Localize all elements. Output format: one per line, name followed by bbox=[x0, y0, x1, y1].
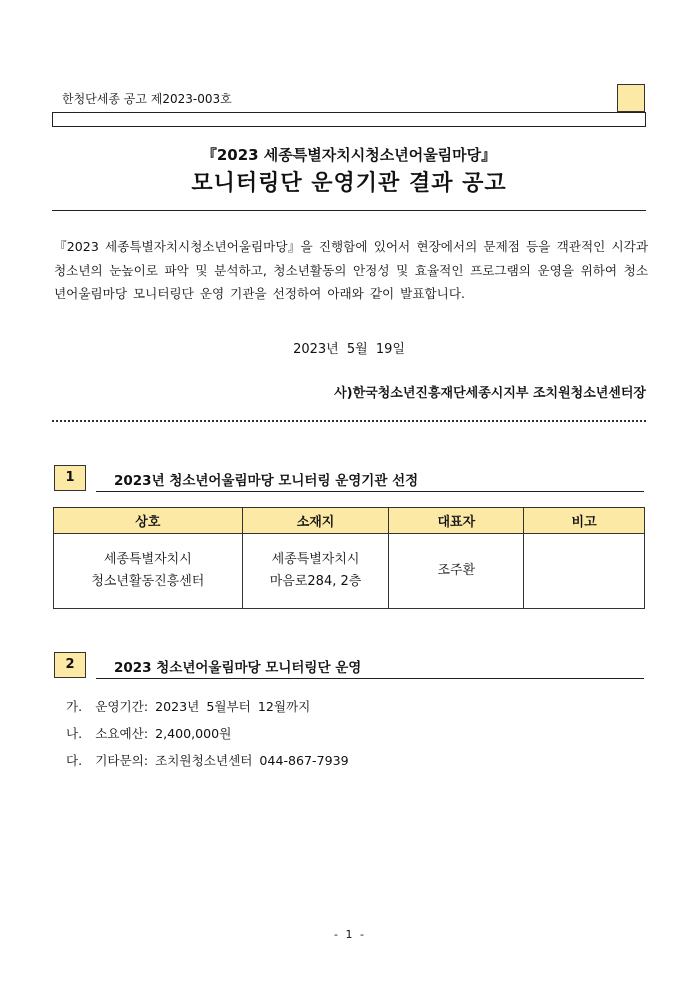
section-2-underline bbox=[96, 678, 644, 679]
address-line-2: 마음로284, 2층 bbox=[269, 574, 362, 589]
item-marker: 다. bbox=[66, 753, 83, 768]
page-title: 모니터링단 운영기관 결과 공고 bbox=[191, 171, 507, 196]
header-note: 비고 bbox=[524, 508, 645, 534]
issuing-organization: 사)한국청소년진흥재단세종시지부 조치원청소년센터장 bbox=[334, 386, 646, 401]
header-address: 소재지 bbox=[242, 508, 389, 534]
page-number: - 1 - bbox=[334, 928, 366, 941]
result-table bbox=[53, 507, 645, 609]
title-inner-rule bbox=[52, 126, 646, 127]
header-representative: 대표자 bbox=[389, 508, 524, 534]
list-item bbox=[66, 750, 349, 769]
table-row bbox=[54, 534, 645, 609]
section-2-number: 2 bbox=[54, 652, 86, 678]
section-1-number: 1 bbox=[54, 465, 86, 491]
section-2-title: 2023 청소년어울림마당 모니터링단 운영 bbox=[114, 660, 362, 676]
header-name: 상호 bbox=[54, 508, 243, 534]
section-1-underline bbox=[96, 491, 644, 492]
cell-address bbox=[242, 534, 389, 609]
cell-representative: 조주환 bbox=[389, 534, 524, 609]
name-line-2: 청소년활동진흥센터 bbox=[91, 574, 205, 589]
title-top-rule bbox=[52, 112, 646, 113]
item-marker: 가. bbox=[66, 699, 83, 714]
item-marker: 나. bbox=[66, 726, 83, 741]
section-1-title: 2023년 청소년어울림마당 모니터링 운영기관 선정 bbox=[114, 473, 419, 489]
intro-paragraph: 『2023 세종특별자치시청소년어울림마당』을 진행함에 있어서 현장에서의 문제점 등을 객관적인 시각과 청소년의 눈높이로 파악 및 분석하고, 청소년활동의 안정성 및 효율적인 프로그램의 운영을 위하여 청소년어울림마당 모니터링단 운영 기관을 선정하여 아래와 같이 발표합니다. bbox=[54, 239, 648, 301]
list-item bbox=[66, 696, 310, 715]
table-header-row bbox=[54, 508, 645, 534]
title-right-edge bbox=[645, 112, 646, 126]
notice-date: 2023년 5월 19일 bbox=[293, 342, 405, 357]
title-left-edge bbox=[52, 112, 53, 126]
address-line-1: 세종특별자치시 bbox=[271, 552, 360, 567]
notice-number: 한청단세종 공고 제2023-003호 bbox=[62, 92, 232, 106]
dotted-divider bbox=[52, 420, 646, 422]
corner-box bbox=[617, 84, 645, 112]
title-line-1: 『2023 세종특별자치시청소년어울림마당』 bbox=[201, 146, 497, 164]
item-text: 소요예산: 2,400,000원 bbox=[95, 726, 232, 741]
cell-name bbox=[54, 534, 243, 609]
title-bottom-rule bbox=[52, 210, 646, 211]
item-text: 기타문의: 조치원청소년센터 044-867-7939 bbox=[95, 753, 349, 768]
name-line-1: 세종특별자치시 bbox=[103, 552, 192, 567]
item-text: 운영기간: 2023년 5월부터 12월까지 bbox=[95, 699, 311, 714]
cell-note bbox=[524, 534, 645, 609]
list-item bbox=[66, 723, 231, 742]
